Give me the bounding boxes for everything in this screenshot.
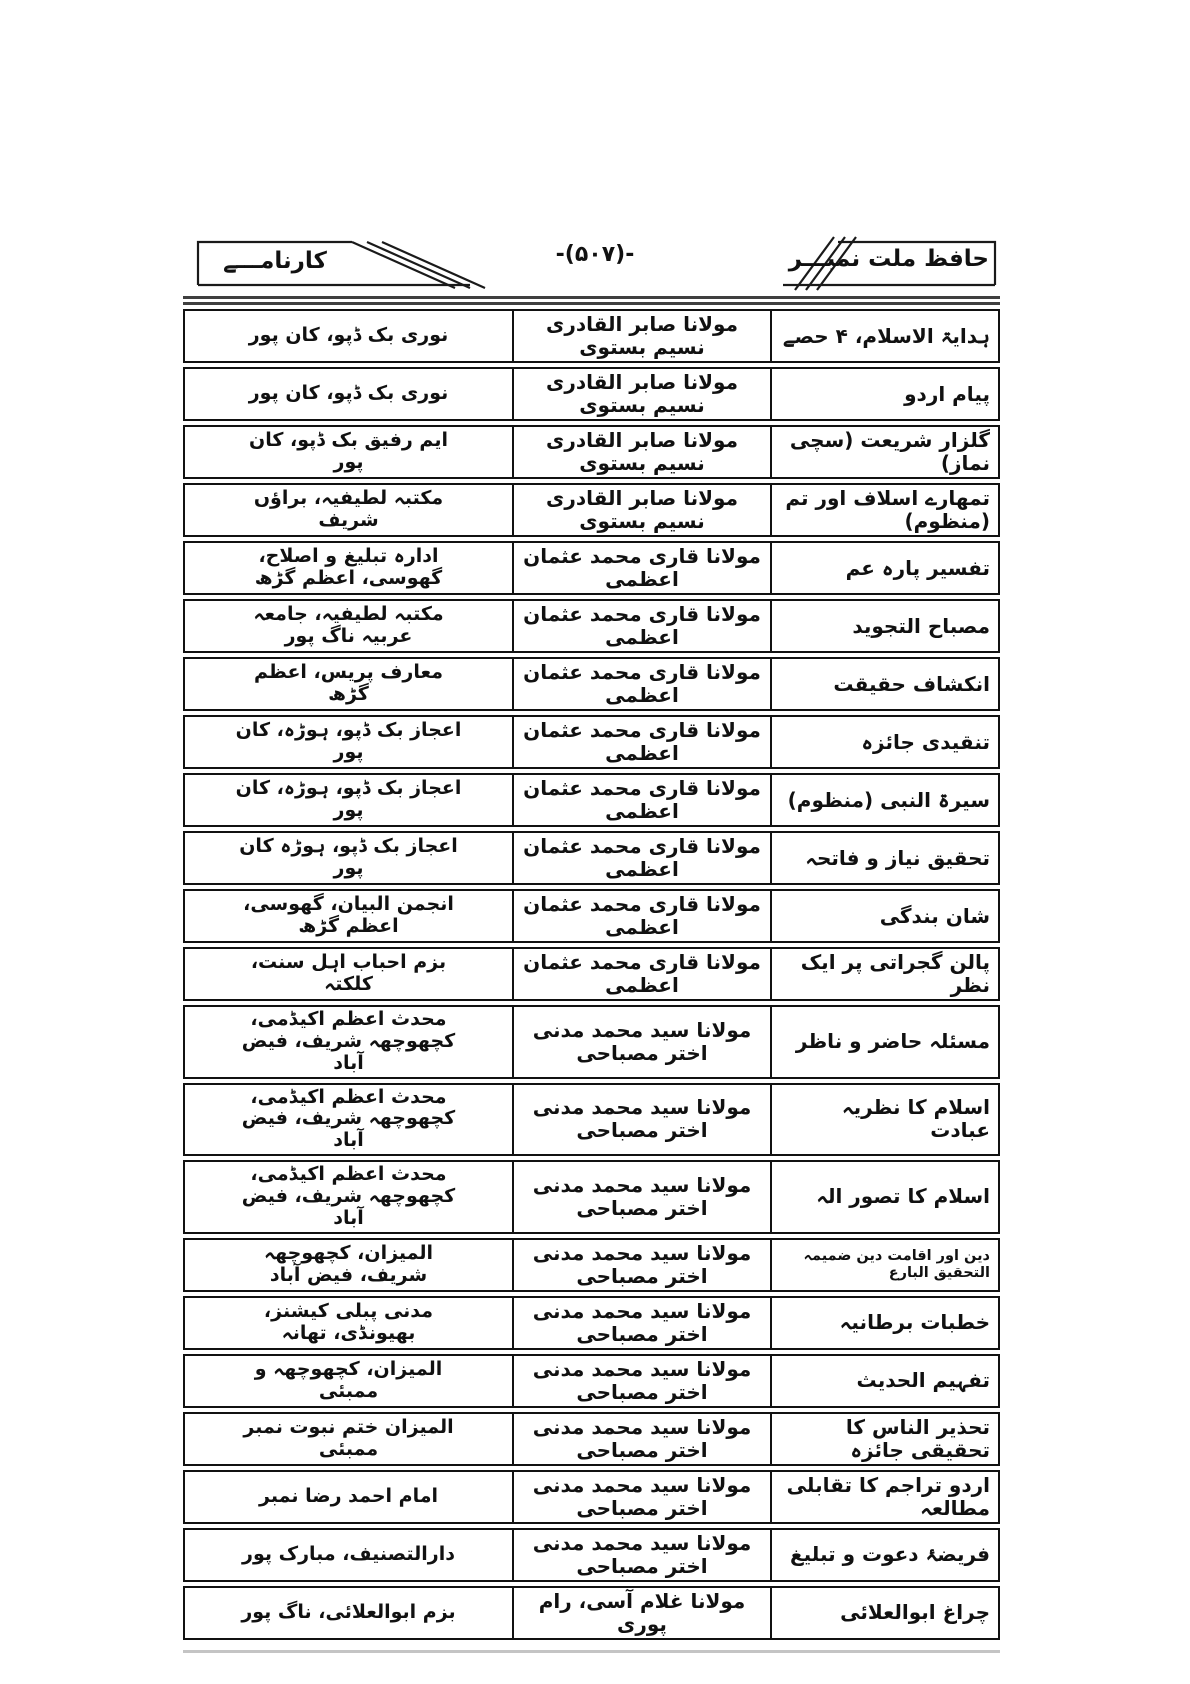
book-publisher-cell: بزم احباب اہل سنت، کلکتہ: [250, 951, 447, 995]
header-right-label: حافظ ملت نمبـــر: [788, 246, 989, 272]
book-title-cell: تنقیدی جائزہ: [770, 717, 998, 767]
header-left-label: کارنامـــے: [223, 248, 327, 274]
book-publisher-cell: امام احمد رضا نمبر: [259, 1484, 438, 1507]
book-title-cell: مصباح التجوید: [770, 601, 998, 651]
table-row: [183, 1412, 1000, 1466]
table-row: [183, 309, 1000, 363]
book-publisher-cell: مکتبہ لطیفیہ، براؤں شریف: [253, 487, 444, 531]
book-title-cell: تفسیر پارہ عم: [770, 543, 998, 593]
book-author-cell: مولانا صابر القادری نسیم بستوی: [512, 311, 770, 361]
book-author-cell: مولانا قاری محمد عثمان اعظمی: [512, 601, 770, 651]
book-author-cell: مولانا سید محمد مدنی اختر مصباحی: [512, 1162, 770, 1232]
table-row: [183, 1238, 1000, 1292]
books-table: [183, 296, 1000, 1653]
book-author-cell: مولانا سید محمد مدنی اختر مصباحی: [512, 1472, 770, 1522]
book-title-cell: گلزار شریعت (سچی نماز): [770, 427, 998, 477]
book-title-cell: دین اور اقامت دین ضمیمہ التحقیق البارع: [770, 1240, 998, 1290]
book-author-cell: مولانا سید محمد مدنی اختر مصباحی: [512, 1007, 770, 1077]
book-author-cell: مولانا سید محمد مدنی اختر مصباحی: [512, 1530, 770, 1580]
book-publisher-cell: بزم ابوالعلائی، ناگ پور: [241, 1600, 456, 1623]
book-publisher-cell: معارف پریس، اعظم گڑھ: [254, 661, 443, 705]
book-title-cell: اسلام کا نظریہ عبادت: [770, 1085, 998, 1155]
book-author-cell: مولانا سید محمد مدنی اختر مصباحی: [512, 1298, 770, 1348]
book-author-cell: مولانا قاری محمد عثمان اعظمی: [512, 891, 770, 941]
book-publisher-cell: دارالتصنیف، مبارک پور: [242, 1542, 455, 1565]
book-author-cell: مولانا سید محمد مدنی اختر مصباحی: [512, 1414, 770, 1464]
table-row: [183, 1160, 1000, 1234]
book-publisher-cell: نوری بک ڈپو، کان پور: [248, 382, 449, 405]
table-row: [183, 541, 1000, 595]
book-publisher-cell: انجمن البیان، گھوسی، اعظم گڑھ: [243, 893, 454, 937]
table-row: [183, 947, 1000, 1001]
book-publisher-cell: اعجاز بک ڈپو، ہوڑہ، کان پور: [235, 777, 462, 821]
table-row: [183, 657, 1000, 711]
book-title-cell: شان بندگی: [770, 891, 998, 941]
book-title-cell: تحقیق نیاز و فاتحہ: [770, 833, 998, 883]
book-title-cell: ہدایۃ الاسلام، ۴ حصے: [770, 311, 998, 361]
book-publisher-cell: اعجاز بک ڈپو، ہوڑہ کان پور: [239, 835, 458, 879]
table-row: [183, 1528, 1000, 1582]
book-publisher-cell: المیزان، کچھوچھہ و ممبئی: [254, 1357, 443, 1402]
table-row: [183, 773, 1000, 827]
page-content: [183, 222, 1007, 1653]
book-publisher-cell: مکتبہ لطیفیہ، جامعہ عربیہ ناگ پور: [253, 603, 444, 647]
table-row: [183, 367, 1000, 421]
table-row: [183, 599, 1000, 653]
book-author-cell: مولانا قاری محمد عثمان اعظمی: [512, 949, 770, 999]
book-author-cell: مولانا غلام آسی، رام پوری: [512, 1588, 770, 1638]
page-header: [183, 222, 1007, 294]
book-title-cell: سیرۃ النبی (منظوم): [770, 775, 998, 825]
book-publisher-cell: مدنی پبلی کیشنز، بھیونڈی، تھانہ: [263, 1299, 434, 1344]
book-publisher-cell: محدث اعظم اکیڈمی، کچھوچھہ شریف، فیض آباد: [241, 1085, 456, 1152]
book-title-cell: پیام اردو: [770, 369, 998, 419]
table-top-rule: [183, 296, 1000, 305]
book-title-cell: تفہیم الحدیث: [770, 1356, 998, 1406]
book-publisher-cell: محدث اعظم اکیڈمی، کچھوچھہ شریف، فیض آباد: [241, 1163, 456, 1229]
table-row: [183, 889, 1000, 943]
book-title-cell: چراغ ابوالعلائی: [770, 1588, 998, 1638]
table-row: [183, 1005, 1000, 1079]
book-author-cell: مولانا صابر القادری نسیم بستوی: [512, 427, 770, 477]
book-author-cell: مولانا قاری محمد عثمان اعظمی: [512, 775, 770, 825]
table-row: [183, 483, 1000, 537]
books-table-body: [183, 309, 1000, 1640]
table-row: [183, 1470, 1000, 1524]
book-author-cell: مولانا قاری محمد عثمان اعظمی: [512, 833, 770, 883]
book-author-cell: مولانا صابر القادری نسیم بستوی: [512, 485, 770, 535]
book-author-cell: مولانا سید محمد مدنی اختر مصباحی: [512, 1240, 770, 1290]
book-title-cell: پالن گجراتی پر ایک نظر: [770, 949, 998, 999]
book-author-cell: مولانا صابر القادری نسیم بستوی: [512, 369, 770, 419]
book-publisher-cell: محدث اعظم اکیڈمی، کچھوچھہ شریف، فیض آباد: [241, 1008, 456, 1074]
page-number: -(۵۰۷)-: [555, 242, 635, 267]
book-title-cell: انکشاف حقیقت: [770, 659, 998, 709]
book-publisher-cell: نوری بک ڈپو، کان پور: [248, 324, 449, 347]
table-row: [183, 1296, 1000, 1350]
book-author-cell: مولانا قاری محمد عثمان اعظمی: [512, 717, 770, 767]
book-publisher-cell: ادارہ تبلیغ و اصلاح، گھوسی، اعظم گڑھ: [254, 545, 443, 589]
book-author-cell: مولانا قاری محمد عثمان اعظمی: [512, 659, 770, 709]
book-author-cell: مولانا قاری محمد عثمان اعظمی: [512, 543, 770, 593]
book-author-cell: مولانا سید محمد مدنی اختر مصباحی: [512, 1085, 770, 1155]
table-row: [183, 425, 1000, 479]
table-bottom-shadow: [183, 1650, 1000, 1653]
table-row: [183, 831, 1000, 885]
book-author-cell: مولانا سید محمد مدنی اختر مصباحی: [512, 1356, 770, 1406]
book-title-cell: تحذیر الناس کا تحقیقی جائزہ: [770, 1414, 998, 1464]
book-title-cell: خطبات برطانیہ: [770, 1298, 998, 1348]
book-title-cell: تمھارے اسلاف اور تم (منظوم): [770, 485, 998, 535]
book-publisher-cell: ایم رفیق بک ڈپو، کان پور: [249, 429, 448, 473]
book-title-cell: مسئلہ حاضر و ناظر: [770, 1007, 998, 1077]
book-title-cell: فریضۂ دعوت و تبلیغ: [770, 1530, 998, 1580]
book-publisher-cell: المیزان، کچھوچھہ شریف، فیض آباد: [263, 1241, 434, 1286]
book-title-cell: اسلام کا تصور الہ: [770, 1162, 998, 1232]
table-row: [183, 1586, 1000, 1640]
book-publisher-cell: اعجاز بک ڈپو، ہوڑہ، کان پور: [235, 719, 462, 763]
book-title-cell: اردو تراجم کا تقابلی مطالعہ: [770, 1472, 998, 1522]
table-row: [183, 1083, 1000, 1157]
book-publisher-cell: المیزان ختم نبوت نمبر ممبئی: [243, 1415, 454, 1460]
table-row: [183, 1354, 1000, 1408]
table-row: [183, 715, 1000, 769]
